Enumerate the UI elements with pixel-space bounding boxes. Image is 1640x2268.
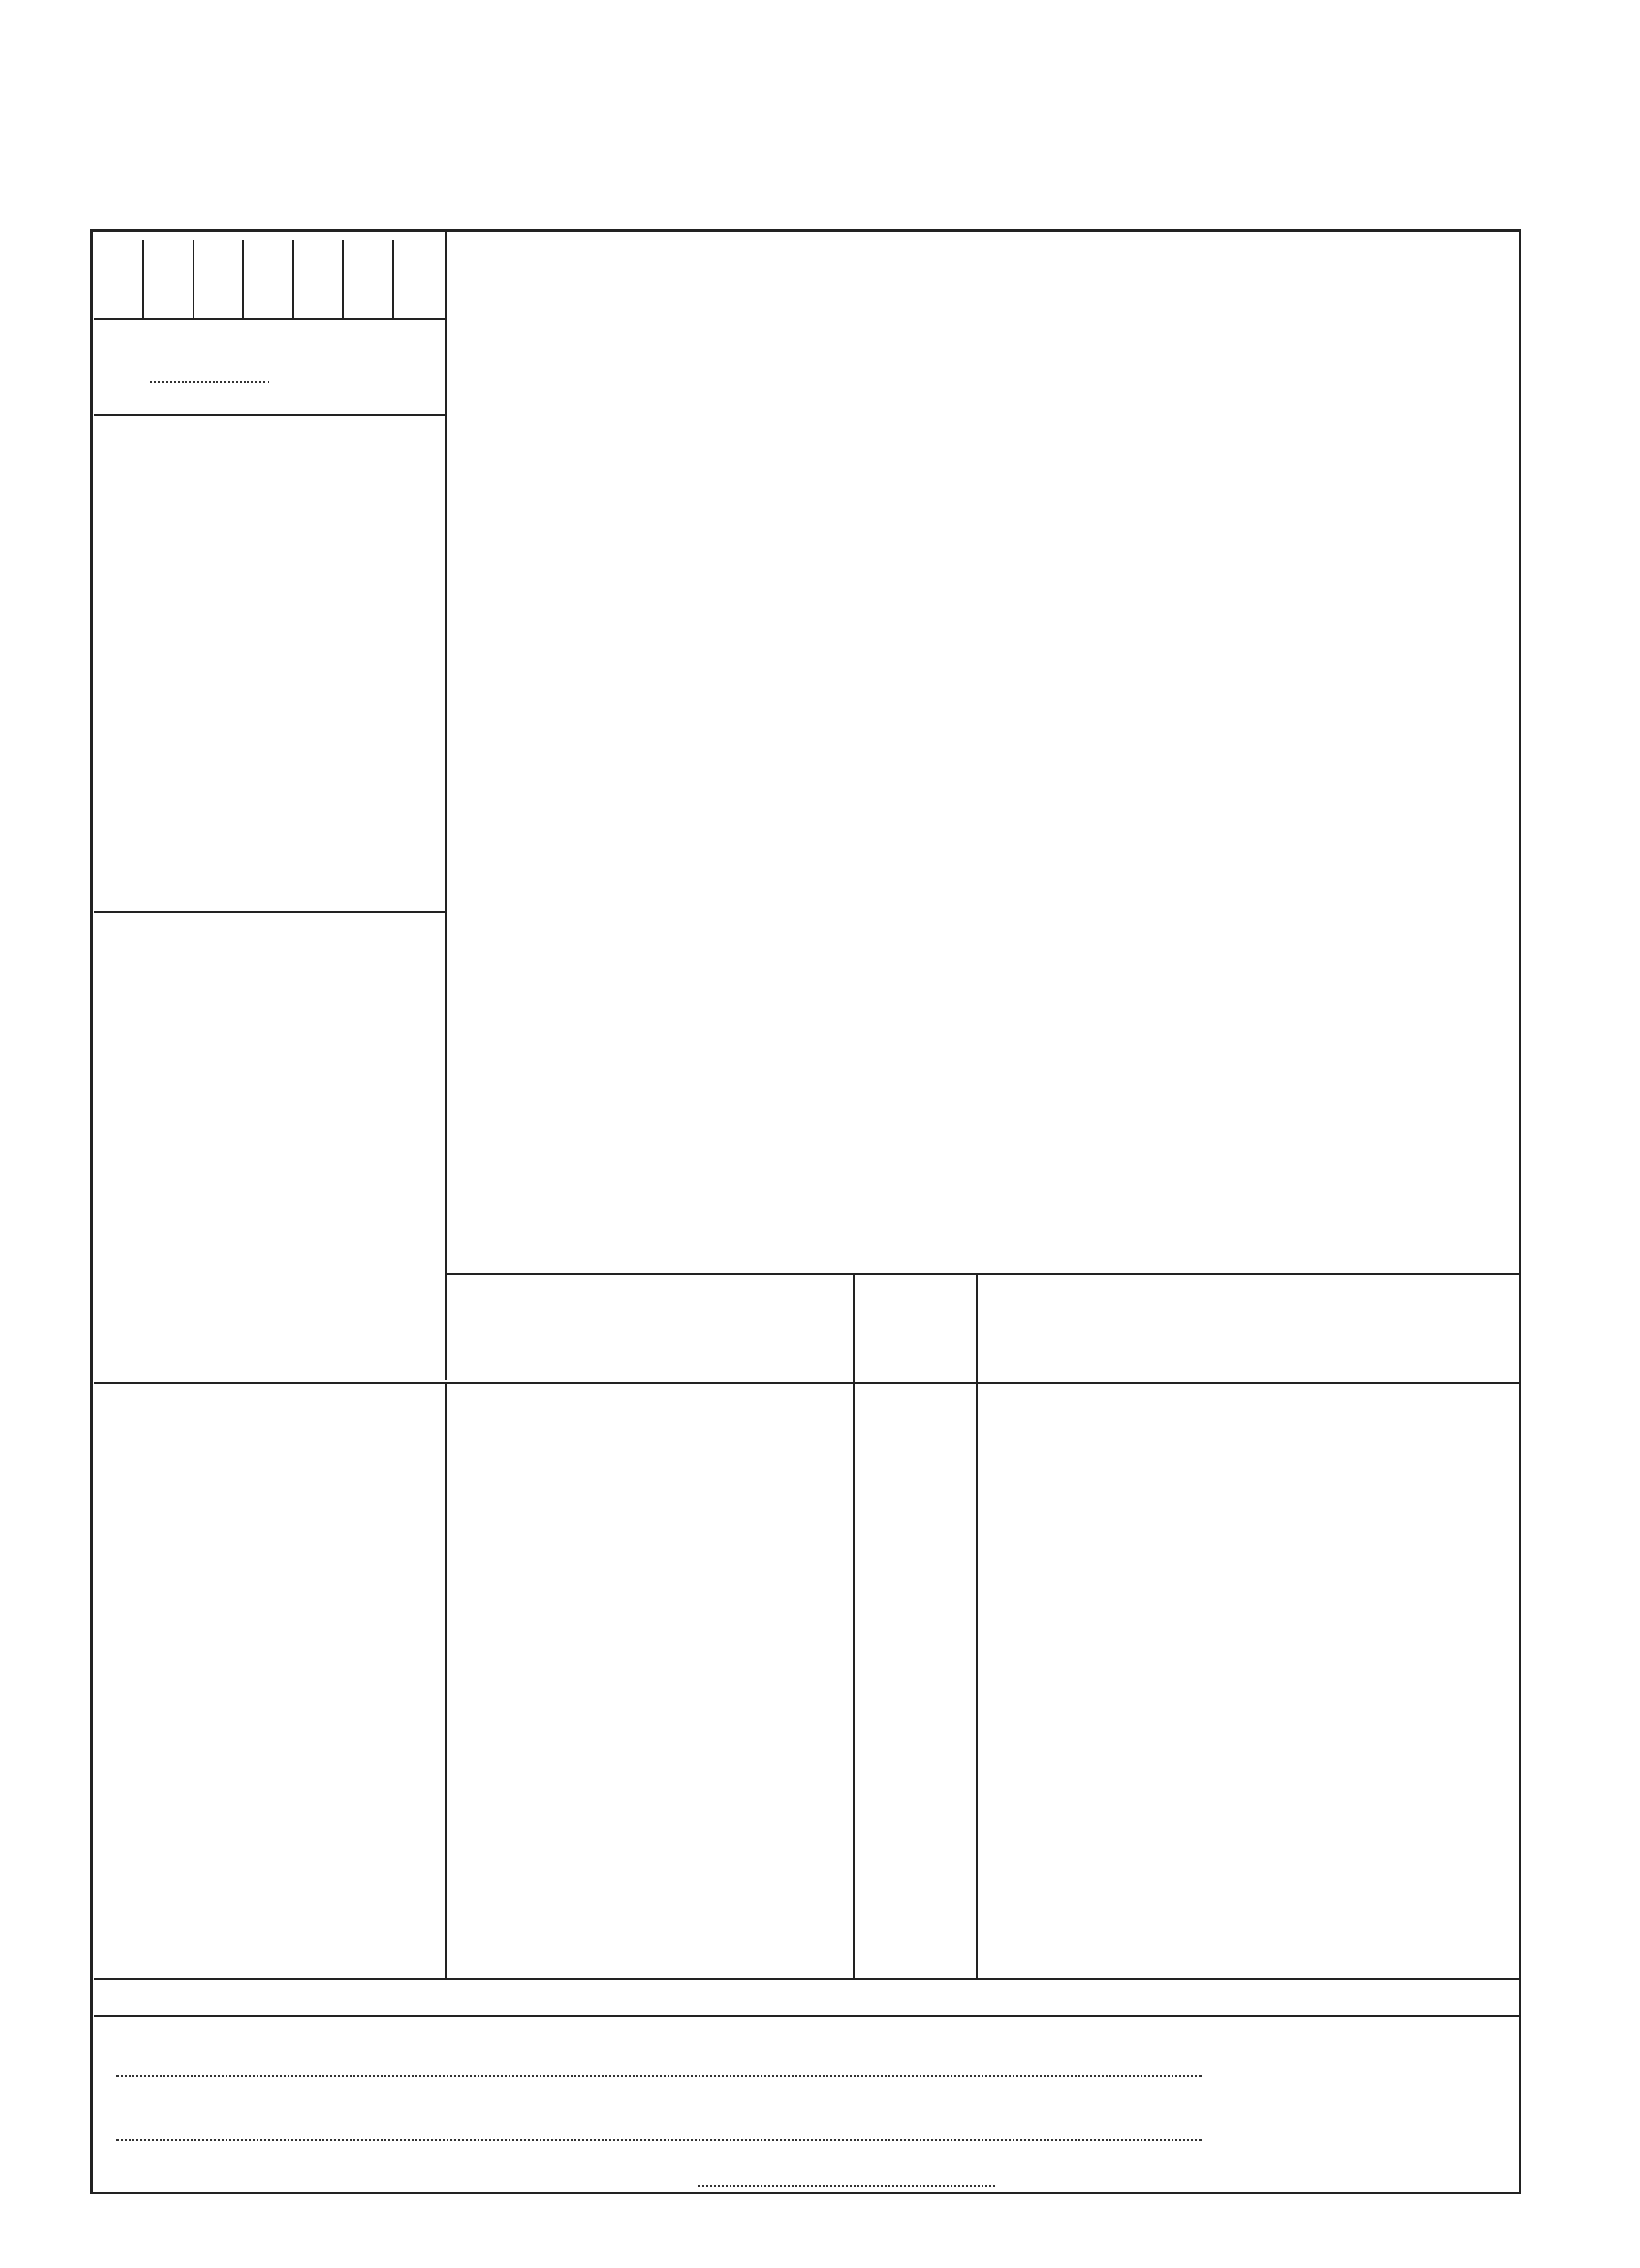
form-frame [90,229,1521,2194]
registration-boxes [94,240,442,318]
table14-header-bottom [94,1382,1521,1384]
address-line [116,2139,1202,2141]
side-panel-divider [445,229,447,1380]
side-separator-1 [94,414,445,416]
note-bottom-line [94,2015,1521,2017]
table14-bottom-line [94,1978,1521,1980]
registration-box-bottom [94,318,445,320]
registration-no-dots [150,381,269,383]
table14-side-continuation [445,1382,447,1980]
signer-name-line [116,2075,1202,2077]
table14-divider-2 [976,1275,978,1980]
table14-top-line [447,1273,1521,1275]
table14-divider-1 [853,1275,855,1980]
relation-line [698,2185,995,2187]
side-separator-2 [94,911,445,913]
